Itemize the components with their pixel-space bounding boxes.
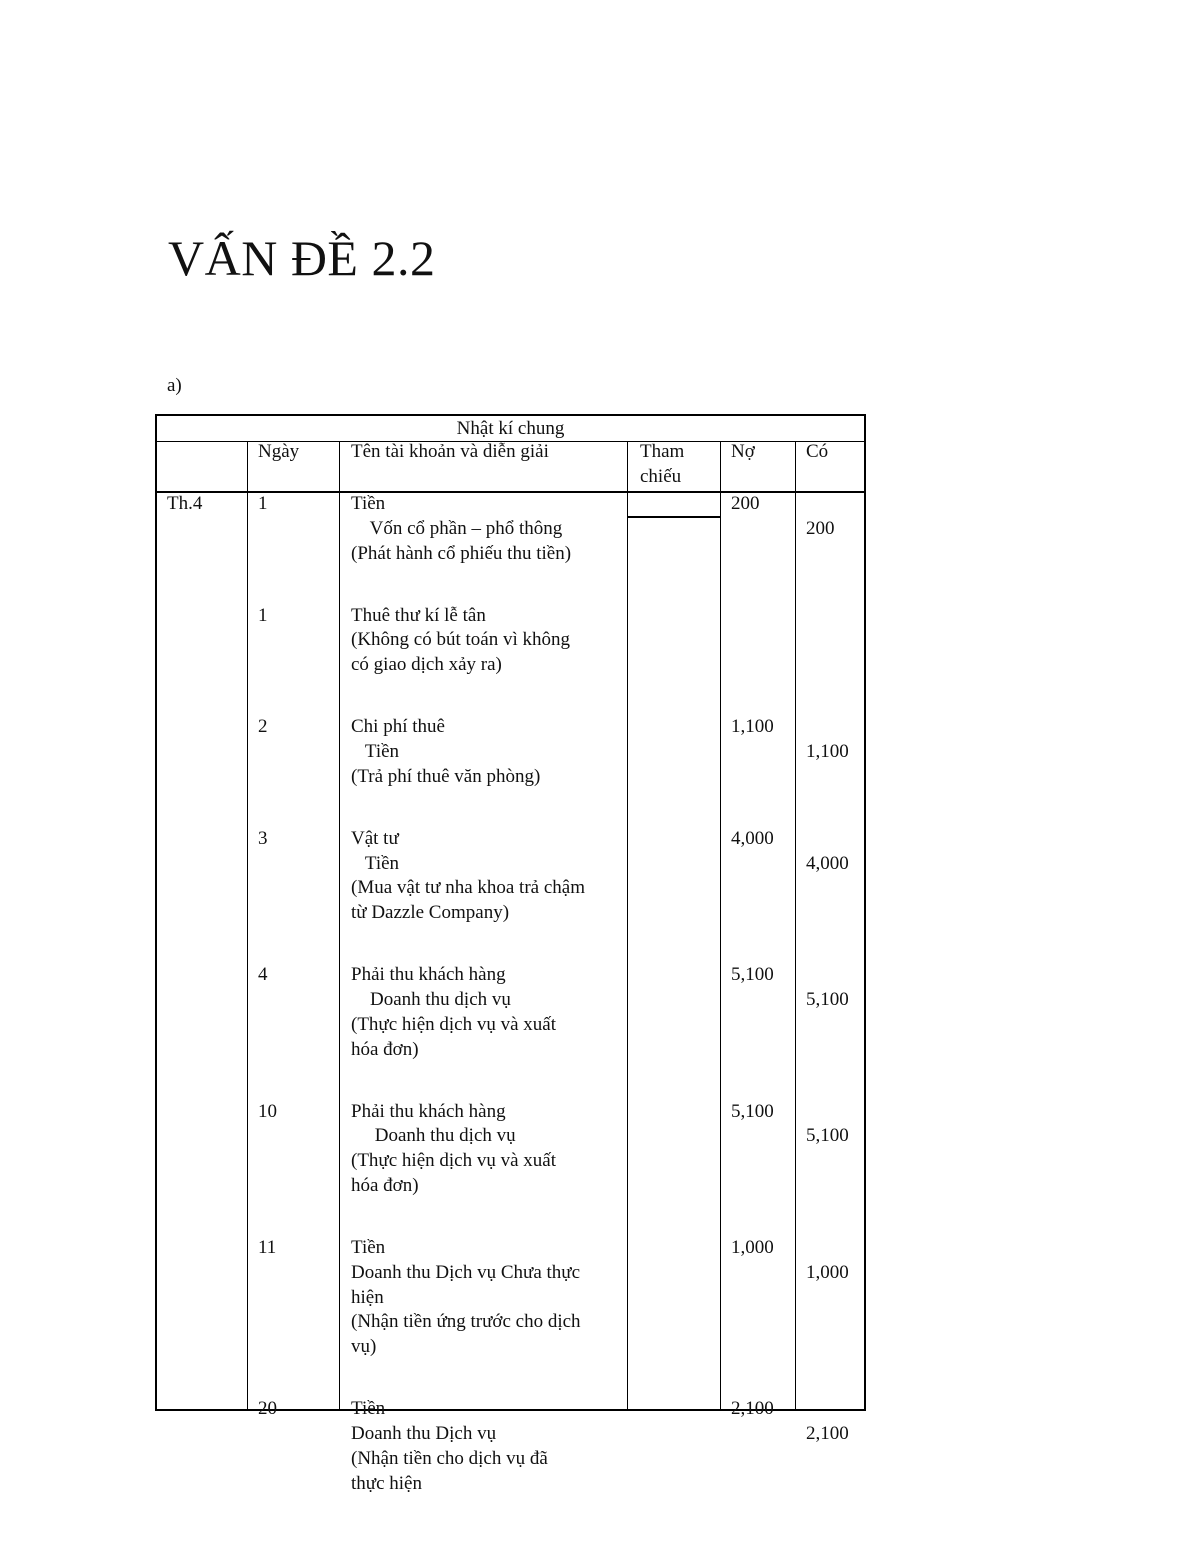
- entry-debit-amount: 200: [731, 493, 760, 514]
- column-divider: [247, 442, 248, 1409]
- entry-description-line: Chi phí thuê: [351, 716, 445, 738]
- header-reference: Tham chiếu: [640, 441, 685, 487]
- entry-description-line: Tiền: [351, 1237, 386, 1258]
- entry-credit-amount: 2,100: [806, 1423, 849, 1444]
- entry-description-line: từ Dazzle Company): [351, 902, 510, 924]
- entry-description-line: (Không có bút toán vì không: [351, 629, 571, 651]
- entry-description-line: Doanh thu Dịch vụ Chưa thực: [351, 1261, 581, 1283]
- entry-description-line: (Nhận tiền ứng trước cho dịch: [351, 1311, 581, 1333]
- entry-date: 4: [258, 964, 268, 986]
- entry-credit-amount: 5,100: [806, 1125, 849, 1147]
- entry-debit-amount: 4,000: [731, 827, 774, 849]
- column-divider: [627, 442, 628, 1409]
- month-label: Th.4: [167, 493, 203, 514]
- entry-debit-amount: 5,100: [731, 964, 774, 986]
- section-label: a): [167, 375, 182, 396]
- entry-credit-amount: 200: [806, 517, 835, 539]
- entry-description-line: hóa đơn): [351, 1175, 419, 1196]
- entry-description-line: vụ): [351, 1336, 377, 1358]
- entry-date: 3: [258, 827, 268, 849]
- entry-description-line: (Mua vật tư nha khoa trả chậm: [351, 877, 585, 899]
- entry-description-line: (Thực hiện dịch vụ và xuất: [351, 1150, 556, 1172]
- entry-credit-amount: 5,100: [806, 989, 849, 1010]
- journal-caption: Nhật kí chung: [157, 416, 864, 442]
- column-divider: [795, 442, 796, 1409]
- entry-date: 20: [258, 1398, 277, 1420]
- entry-date: 1: [258, 604, 268, 626]
- header-account: Tên tài khoản và diễn giải: [351, 441, 549, 462]
- page-title: VẤN ĐỀ 2.2: [168, 230, 436, 286]
- entry-description-line: Tiền: [351, 852, 400, 874]
- entry-credit-amount: 1,000: [806, 1261, 849, 1283]
- entry-description-line: Doanh thu dịch vụ: [351, 1125, 516, 1147]
- entry-description-line: Vật tư: [351, 827, 399, 849]
- entry-debit-amount: 1,100: [731, 716, 774, 738]
- entry-description-line: hóa đơn): [351, 1038, 419, 1060]
- reference-underline: [628, 516, 720, 518]
- entry-description-line: (Phát hành cổ phiếu thu tiền): [351, 542, 572, 564]
- entry-debit-amount: 1,000: [731, 1237, 774, 1258]
- header-debit: Nợ: [731, 441, 755, 462]
- entry-description-line: Thuê thư kí lễ tân: [351, 604, 486, 626]
- header-date: Ngày: [258, 441, 300, 462]
- entry-description-line: hiện: [351, 1286, 384, 1308]
- entry-description-line: Tiền: [351, 1398, 386, 1420]
- entry-description-line: Tiền: [351, 493, 386, 514]
- entry-description-line: Vốn cổ phần – phổ thông: [351, 517, 563, 539]
- entry-description-line: Phải thu khách hàng: [351, 1100, 506, 1122]
- entry-date: 1: [258, 493, 268, 514]
- entry-description-line: (Thực hiện dịch vụ và xuất: [351, 1013, 556, 1035]
- entry-date: 10: [258, 1100, 277, 1122]
- entry-credit-amount: 1,100: [806, 741, 849, 762]
- entry-description-line: thực hiện: [351, 1472, 422, 1494]
- header-credit: Có: [806, 441, 829, 462]
- entry-date: 11: [258, 1237, 277, 1258]
- column-divider: [720, 442, 721, 1409]
- entry-description-line: Tiền: [351, 741, 400, 762]
- entry-description-line: (Nhận tiền cho dịch vụ đã: [351, 1447, 548, 1469]
- entry-description-line: Doanh thu Dịch vụ: [351, 1423, 497, 1444]
- entry-date: 2: [258, 716, 268, 738]
- entry-credit-amount: 4,000: [806, 852, 849, 874]
- column-divider: [339, 442, 340, 1409]
- entry-description-line: có giao dịch xảy ra): [351, 654, 502, 676]
- entry-debit-amount: 2,100: [731, 1398, 774, 1420]
- entry-description-line: (Trả phí thuê văn phòng): [351, 765, 541, 787]
- entry-debit-amount: 5,100: [731, 1100, 774, 1122]
- entry-description-line: Phải thu khách hàng: [351, 964, 506, 986]
- entry-description-line: Doanh thu dịch vụ: [351, 989, 511, 1010]
